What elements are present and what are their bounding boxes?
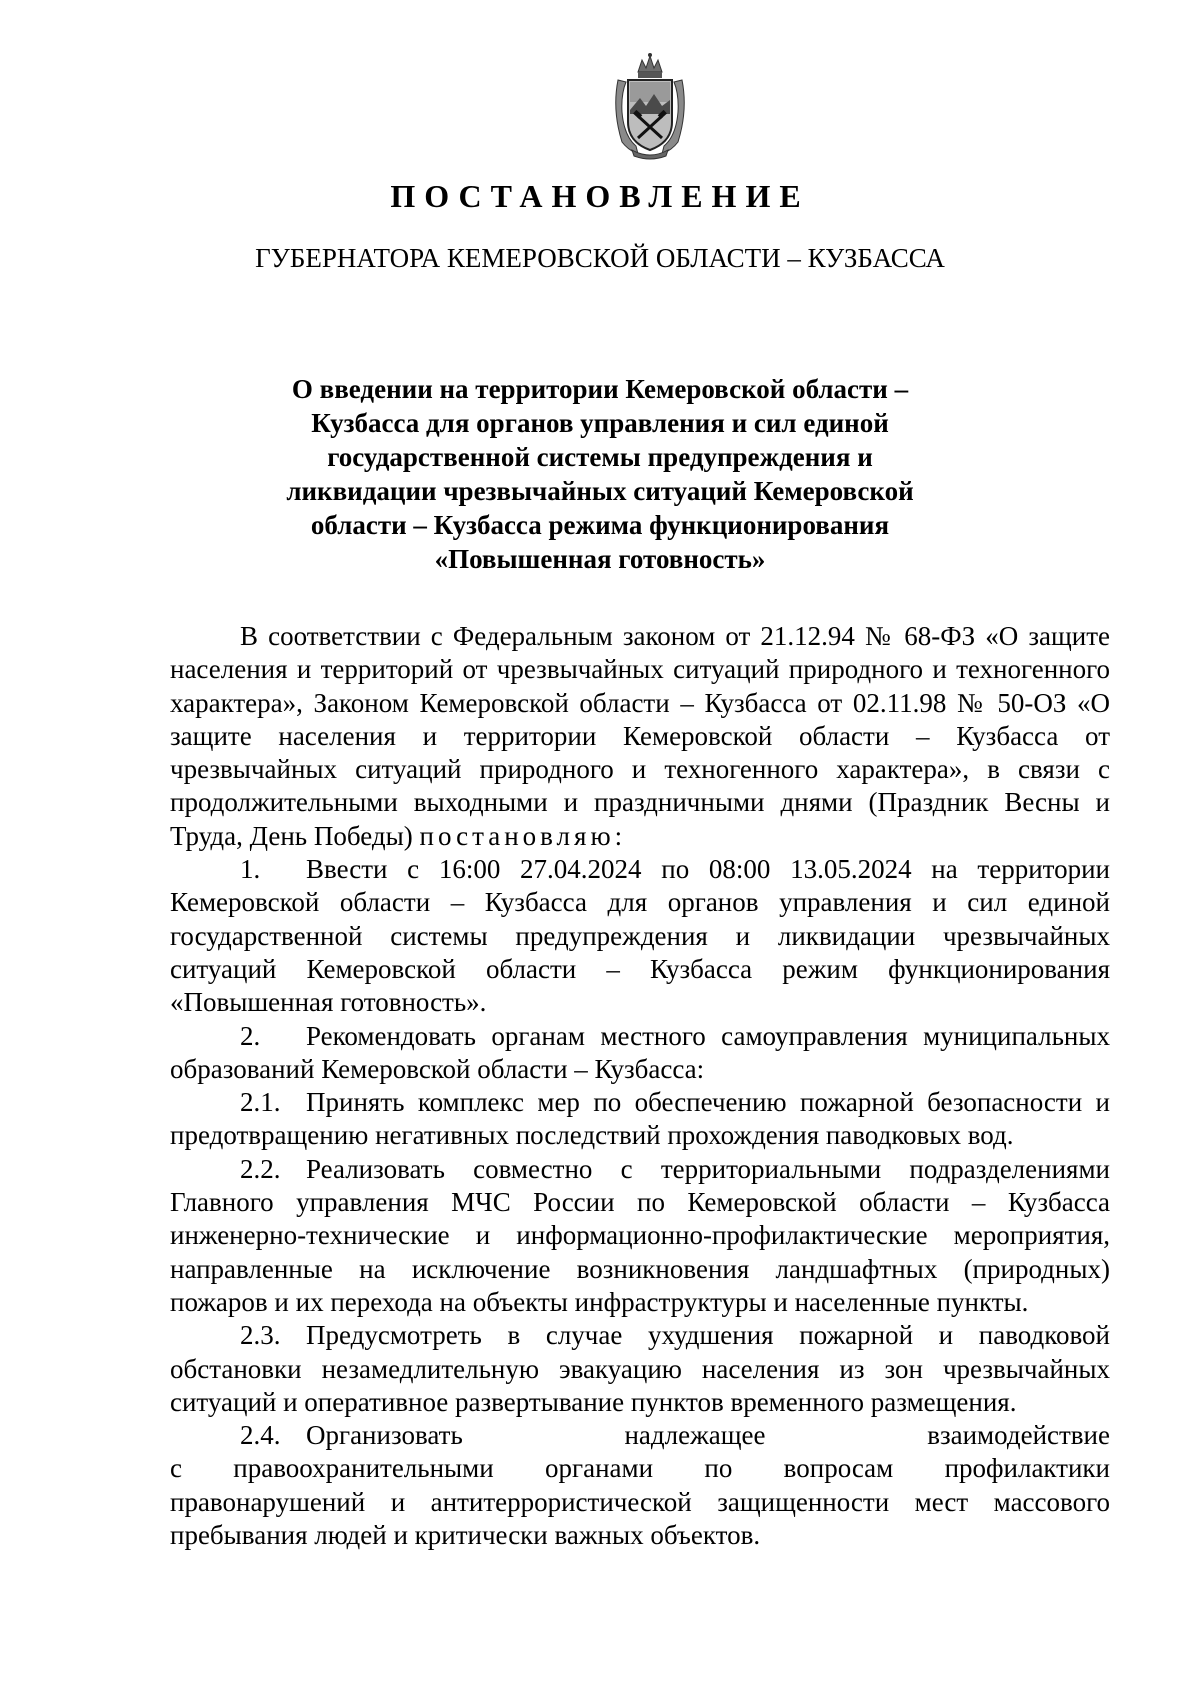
- item-paragraph-2-3: [170, 1319, 1110, 1419]
- item-text: Ввести с 16:00 27.04.2024 по 08:00 13.05.2024 на территории Кемеровской области – Кузбасса для органов управления и сил единой государственной системы предупреждения и ликвидации чрезвычайных ситуаций Кемеровской области – Кузбасса режим функционирования «Повышенная готовность».: [170, 854, 1110, 1018]
- item-text: Предусмотреть в случае ухудшения пожарной и паводковой обстановки незамедлительную эвакуацию населения из зон чрезвычайных ситуаций и оперативное развертывание пунктов временного размещения.: [170, 1320, 1110, 1417]
- item-paragraph-2: [170, 1020, 1110, 1087]
- preamble-paragraph: [170, 620, 1110, 853]
- item-text-line: Организовать надлежащее взаимодействие: [306, 1420, 1110, 1451]
- item-text: Принять комплекс мер по обеспечению пожарной безопасности и предотвращению негативных последствий прохождения паводковых вод.: [170, 1087, 1110, 1151]
- title-line: «Повышенная готовность»: [434, 544, 766, 574]
- item-paragraph-1: [170, 853, 1110, 1019]
- title-line: Кузбасса для органов управления и сил единой: [311, 408, 889, 438]
- item-first-line: [170, 1419, 1110, 1452]
- item-paragraph-2-1: [170, 1086, 1110, 1153]
- item-number: 2.: [240, 1020, 261, 1051]
- title-line: области – Кузбасса режима функционирования: [310, 510, 890, 540]
- item-text: Реализовать совместно с территориальными подразделениями Главного управления МЧС России по Кемеровской области – Кузбасса инженерно-технические и информационно-профилактические мероприятия, направленные на исключение возникновения ландшафтных (природных) пожаров и их перехода на объекты инфраструктуры и населенные пункты.: [170, 1153, 1110, 1317]
- coat-of-arms-icon: [608, 50, 692, 160]
- item-number: 2.3.: [240, 1320, 281, 1351]
- item-paragraph-2-2: [170, 1153, 1110, 1319]
- document-type-heading: ПОСТАНОВЛЕНИЕ: [390, 178, 810, 214]
- document-body: [170, 620, 1110, 1552]
- item-number: 1.: [240, 854, 261, 885]
- item-number: 2.2.: [240, 1153, 281, 1184]
- title-line: ликвидации чрезвычайных ситуаций Кемеровской: [286, 476, 914, 506]
- issuer-heading: ГУБЕРНАТОРА КЕМЕРОВСКОЙ ОБЛАСТИ – КУЗБАССА: [255, 243, 945, 273]
- item-text: Рекомендовать органам местного самоуправления муниципальных образований Кемеровской области – Кузбасса:: [170, 1020, 1110, 1084]
- decree-word: постановляю:: [419, 820, 627, 851]
- item-text-line: с правоохранительными органами по вопросам профилактики: [170, 1453, 1110, 1484]
- title-line: О введении на территории Кемеровской области –: [291, 374, 909, 404]
- item-text-line: правонарушений и антитеррористической защищенности мест массового: [170, 1486, 1110, 1517]
- preamble-text: В соответствии с Федеральным законом от 21.12.94 № 68-ФЗ «О защите населения и территорий от чрезвычайных ситуаций природного и техногенного характера», Законом Кемеровской области – Кузбасса от 02.11.98 № 50-ОЗ «О защите населения и территории Кемеровской области – Кузбасса от чрезвычайных ситуаций природного и техногенного характера», в связи с продолжительными выходными и праздничными днями (Праздник Весны и Труда, День Победы): [170, 621, 1110, 851]
- item-paragraph-2-4: [170, 1419, 1110, 1552]
- item-number: 2.4.: [240, 1420, 281, 1451]
- title-line: государственной системы предупреждения и: [327, 442, 873, 472]
- item-text-line: пребывания людей и критически важных объектов.: [170, 1520, 761, 1551]
- item-number: 2.1.: [240, 1087, 281, 1118]
- document-title: [255, 372, 945, 576]
